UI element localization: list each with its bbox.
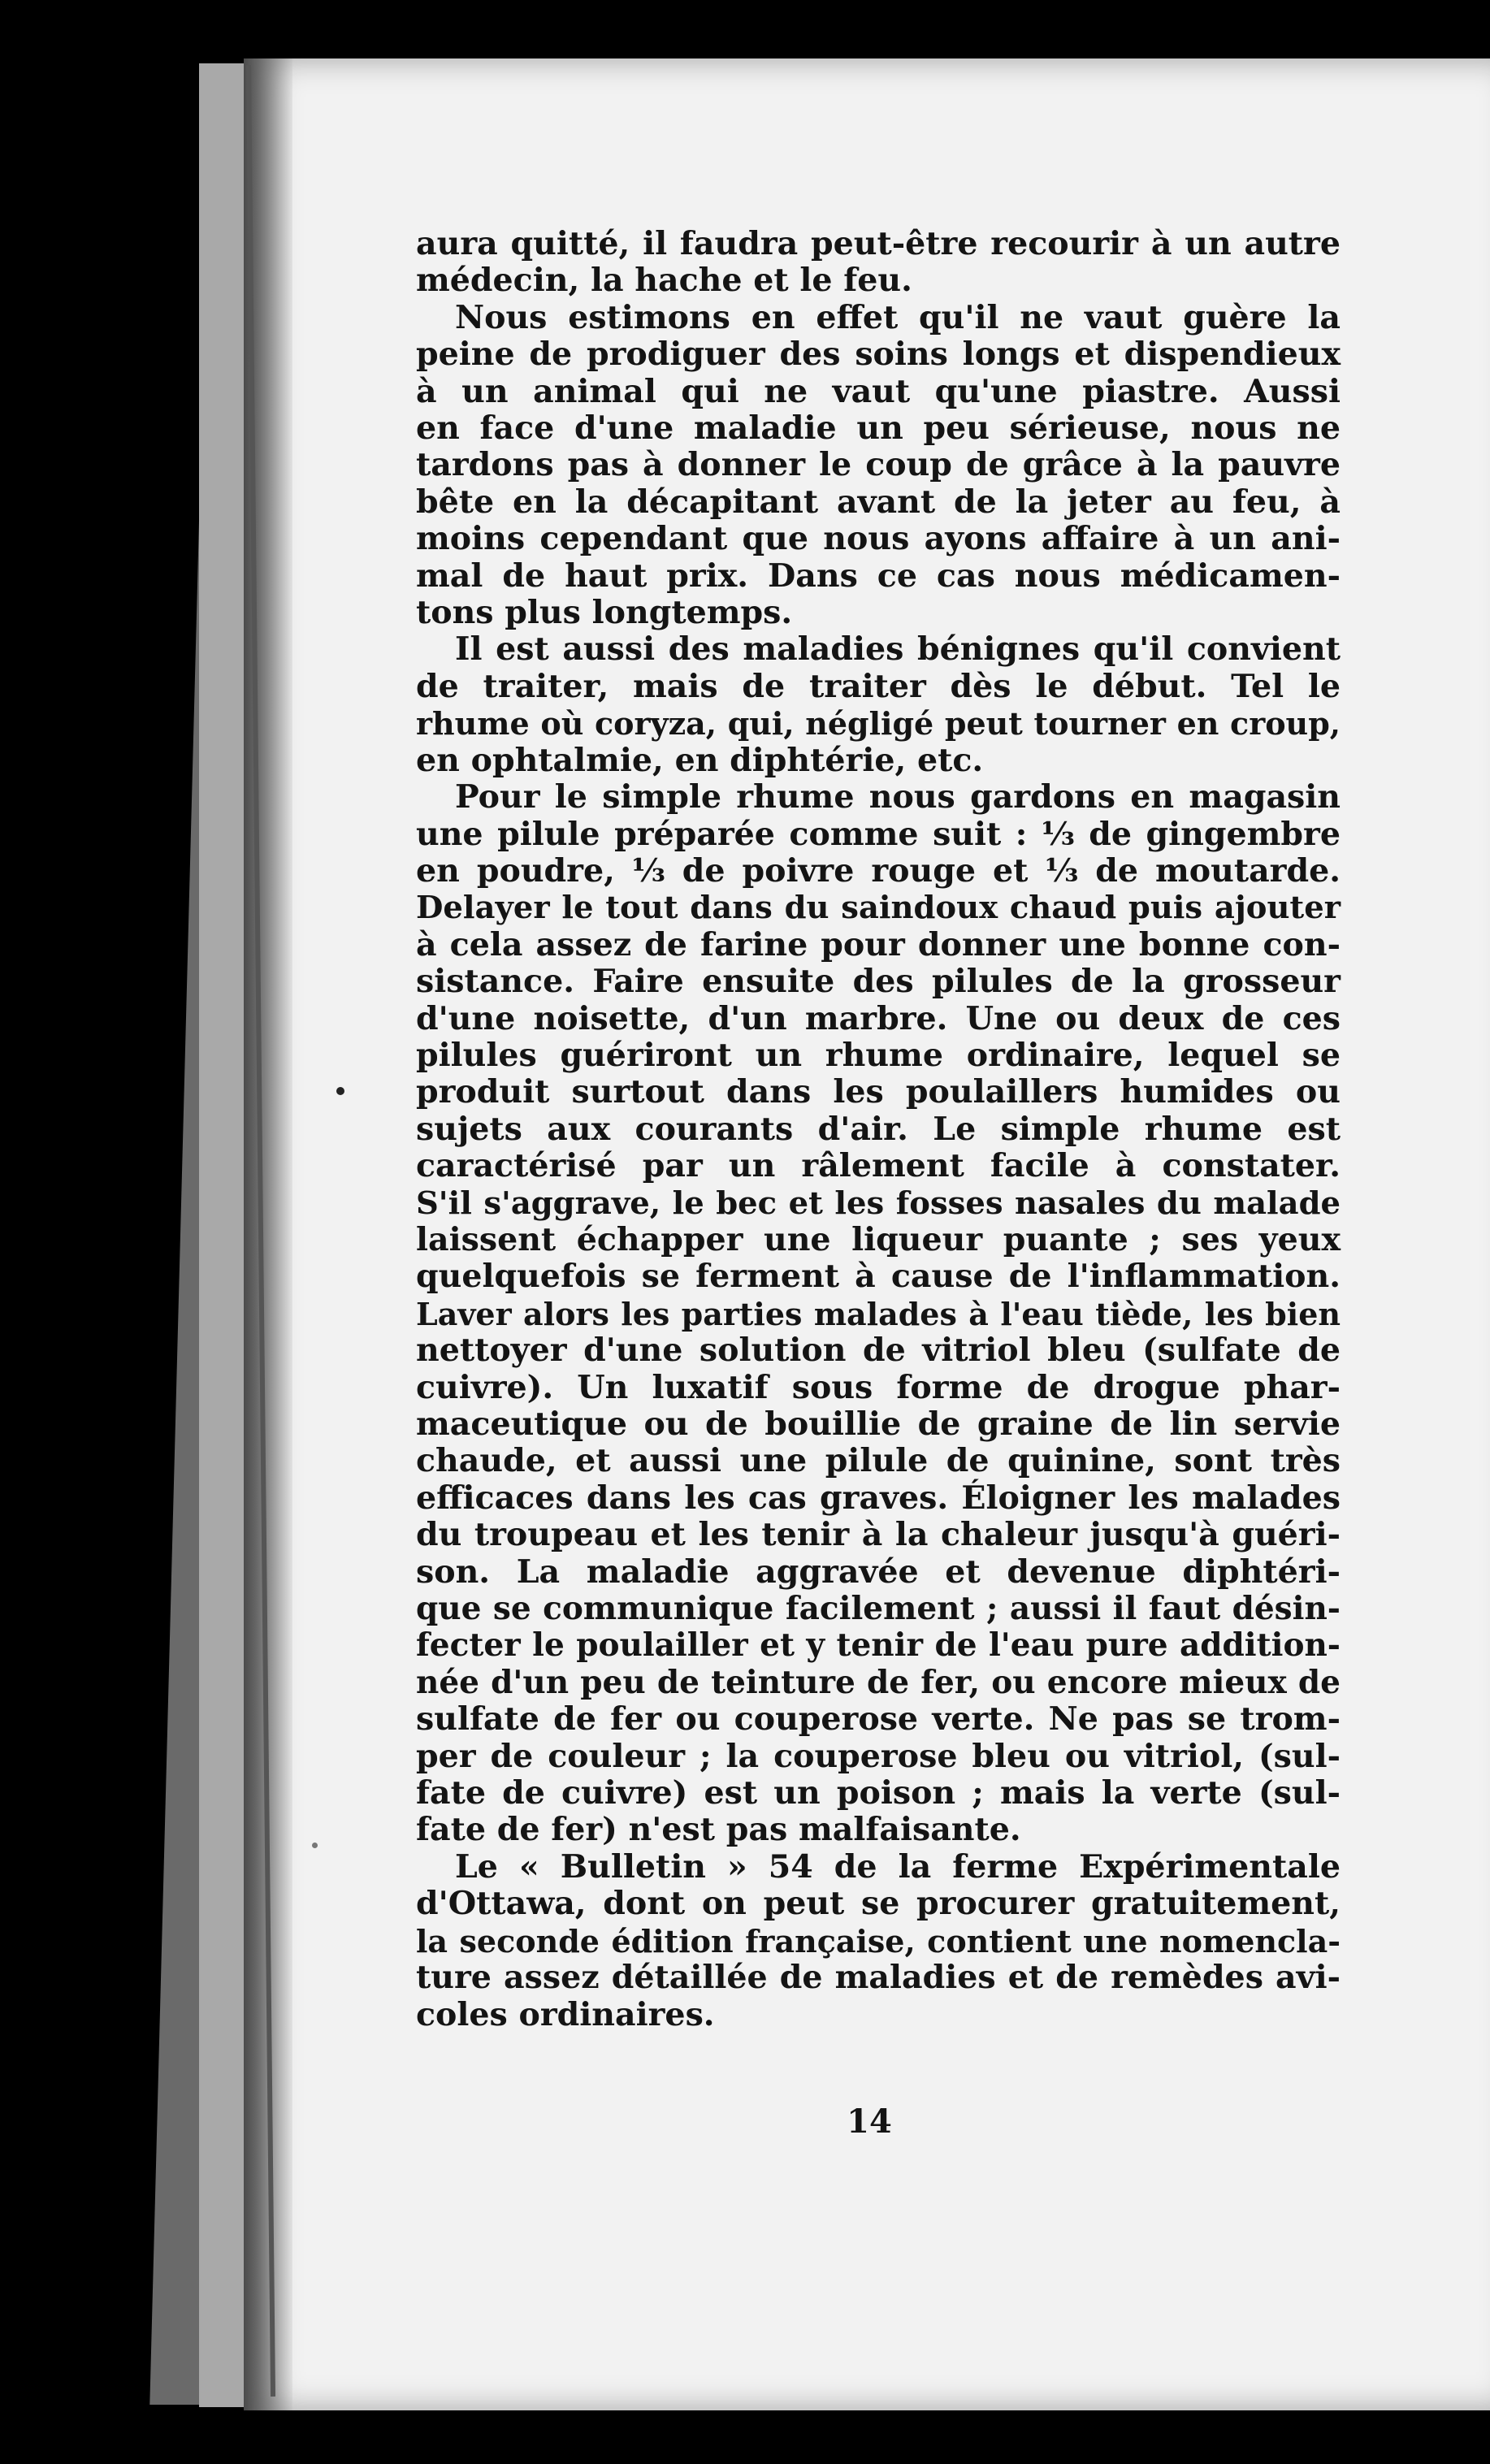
text-line: du troupeau et les tenir à la chaleur jusqu'à guéri- bbox=[416, 1516, 1341, 1554]
text-line: en ophtalmie, en diphtérie, etc. bbox=[416, 741, 984, 779]
text-line: S'il s'aggrave, le bec et les fosses nasales du malade bbox=[416, 1184, 1341, 1222]
text-line: tons plus longtemps. bbox=[416, 594, 793, 632]
text-line: née d'un peu de teinture de fer, ou encore mieux de bbox=[416, 1663, 1341, 1701]
text-line: laissent échapper une liqueur puante ; ses yeux bbox=[416, 1220, 1341, 1258]
text-line: efficaces dans les cas graves. Éloigner les malades bbox=[416, 1479, 1341, 1517]
body-text bbox=[416, 226, 1341, 2033]
text-line: caractérisé par un râlement facile à constater. bbox=[416, 1147, 1341, 1185]
text-line: chaude, et aussi une pilule de quinine, sont très bbox=[416, 1442, 1341, 1480]
text-line: peine de prodiguer des soins longs et dispendieux bbox=[416, 336, 1341, 374]
text-line: produit surtout dans les poulaillers humides ou bbox=[416, 1073, 1341, 1111]
text-line: sulfate de fer ou couperose verte. Ne pas se trom- bbox=[416, 1700, 1341, 1739]
text-line: en poudre, ⅓ de poivre rouge et ⅓ de moutarde. bbox=[416, 851, 1341, 890]
text-line: fate de cuivre) est un poison ; mais la verte (sul- bbox=[416, 1774, 1341, 1812]
text-line: une pilule préparée comme suit : ⅓ de gingembre bbox=[416, 815, 1341, 853]
text-line: nettoyer d'une solution de vitriol bleu (sulfate de bbox=[416, 1332, 1341, 1370]
text-line: médecin, la hache et le feu. bbox=[416, 262, 912, 300]
ink-speck bbox=[312, 1843, 318, 1848]
text-line: per de couleur ; la couperose bleu ou vitriol, (sul- bbox=[416, 1737, 1341, 1775]
text-line: à cela assez de farine pour donner une bonne con- bbox=[416, 925, 1341, 964]
text-line: Nous estimons en effet qu'il ne vaut guère la bbox=[455, 298, 1341, 336]
text-line: pilules guériront un rhume ordinaire, lequel se bbox=[416, 1036, 1341, 1074]
text-line: sistance. Faire ensuite des pilules de la grosseur bbox=[416, 963, 1341, 1001]
text-line: fecter le poulailler et y tenir de l'eau pure addition- bbox=[416, 1626, 1341, 1665]
text-line: de traiter, mais de traiter dès le début. Tel le bbox=[416, 667, 1341, 705]
text-line: que se communique facilement ; aussi il faut désin- bbox=[416, 1590, 1341, 1628]
text-line: aura quitté, il faudra peut-être recourir à un autre bbox=[416, 225, 1341, 262]
text-line: d'Ottawa, dont on peut se procurer gratuitement, bbox=[416, 1885, 1341, 1923]
text-line: rhume où coryza, qui, négligé peut tourner en croup, bbox=[416, 705, 1341, 743]
text-line: sujets aux courants d'air. Le simple rhume est bbox=[416, 1110, 1341, 1148]
text-line: coles ordinaires. bbox=[416, 1995, 715, 2033]
text-line: son. La maladie aggravée et devenue diphtéri- bbox=[416, 1552, 1341, 1591]
text-line: en face d'une maladie un peu sérieuse, nous ne bbox=[416, 409, 1341, 448]
text-line: Il est aussi des maladies bénignes qu'il convient bbox=[455, 630, 1341, 669]
text-line: moins cependant que nous ayons affaire à un ani- bbox=[416, 520, 1341, 558]
text-line: d'une noisette, d'un marbre. Une ou deux de ces bbox=[416, 999, 1341, 1037]
text-line: Le « Bulletin » 54 de la ferme Expérimentale bbox=[455, 1847, 1341, 1886]
text-line: quelquefois se ferment à cause de l'inflammation. bbox=[416, 1258, 1341, 1296]
text-line: bête en la décapitant avant de la jeter au feu, à bbox=[416, 483, 1341, 521]
text-line: tardons pas à donner le coup de grâce à la pauvre bbox=[416, 446, 1341, 484]
text-line: à un animal qui ne vaut qu'une piastre. Aussi bbox=[416, 372, 1341, 410]
page-number: 14 bbox=[847, 2102, 892, 2141]
text-line: fate de fer) n'est pas malfaisante. bbox=[416, 1811, 1021, 1849]
text-line: ture assez détaillée de maladies et de remèdes avi- bbox=[416, 1959, 1341, 1997]
text-line: Laver alors les parties malades à l'eau tiède, les bien bbox=[416, 1295, 1341, 1332]
text-line: mal de haut prix. Dans ce cas nous médicamen- bbox=[416, 556, 1341, 595]
text-line: Delayer le tout dans du saindoux chaud puis ajouter bbox=[416, 890, 1341, 927]
text-line: cuivre). Un luxatif sous forme de drogue phar- bbox=[416, 1368, 1341, 1406]
text-line: la seconde édition française, contient une nomencla- bbox=[416, 1922, 1341, 1960]
text-line: Pour le simple rhume nous gardons en magasin bbox=[455, 778, 1341, 816]
text-line: maceutique ou de bouillie de graine de lin servie bbox=[416, 1405, 1341, 1443]
ink-speck bbox=[336, 1087, 344, 1095]
